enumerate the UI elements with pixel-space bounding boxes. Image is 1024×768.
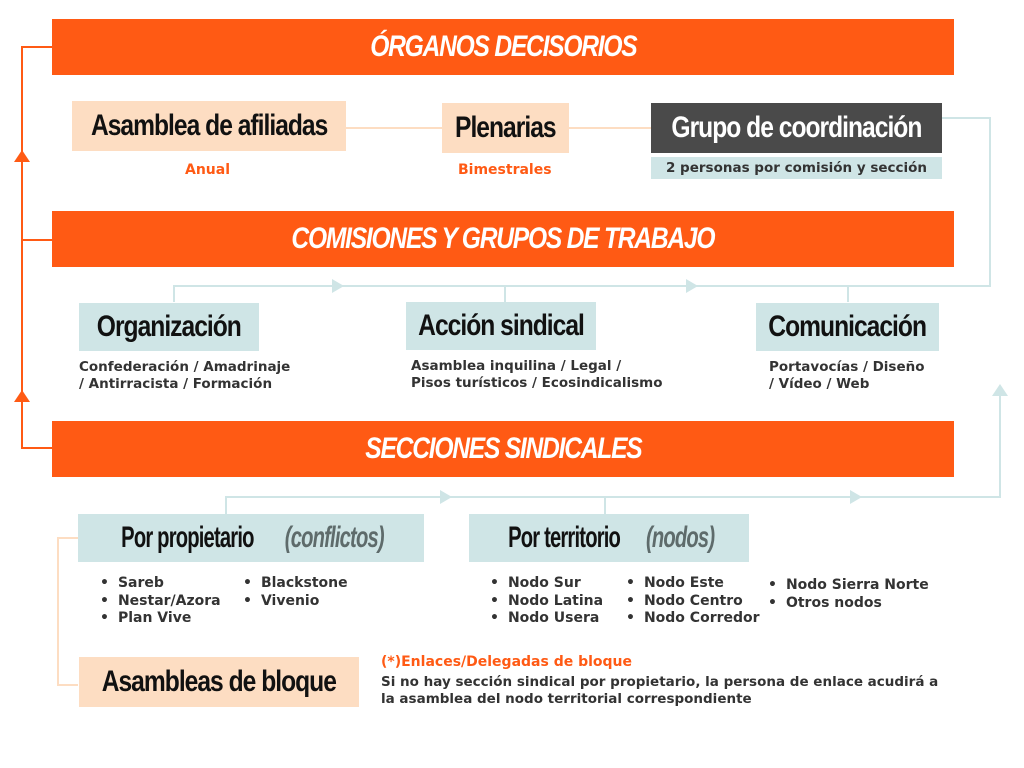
list-item: • Sareb [100, 575, 221, 593]
banner-comisiones-label: COMISIONES Y GRUPOS DE TRABAJO [291, 222, 715, 255]
enlaces-description [381, 674, 938, 708]
list-item: • Vivenio [243, 593, 348, 611]
por-territorio-title [496, 521, 722, 555]
banner-secciones [52, 421, 954, 477]
right-arrow-icon [686, 279, 698, 293]
list-item: • Nestar/Azora [100, 593, 221, 611]
list-item: • Nodo Corredor [626, 610, 760, 628]
list-item: • Blackstone [243, 575, 348, 593]
organizacion-line2: / Antirracista / Formación [79, 376, 273, 392]
por-territorio-label: Por territorio [508, 521, 621, 554]
accion-line1: Asamblea inquilina / Legal / [411, 358, 622, 374]
right-arrow-icon [332, 279, 344, 293]
comunicacion-box [756, 303, 939, 351]
right-arrow-icon [850, 490, 862, 504]
grupo-coordinacion-note [651, 157, 942, 179]
territorio-list-col1 [490, 575, 603, 628]
plenarias-box [442, 103, 569, 153]
asambleas-bloque-label: Asambleas de bloque [101, 665, 337, 698]
comunicacion-line1: Portavocías / Diseño [769, 359, 925, 375]
grupo-coordinacion-box [651, 103, 942, 153]
organizacion-line1: Confederación / Amadrinaje [79, 359, 291, 375]
list-item: • Nodo Este [626, 575, 760, 593]
organizacion-details [79, 359, 290, 393]
enlaces-line2: la asamblea del nodo territorial correspondiente [381, 691, 752, 707]
enlaces-title: (*)Enlaces/Delegadas de bloque [381, 654, 633, 670]
plenarias-frequency: Bimestrales [458, 162, 552, 178]
right-arrow-icon [440, 490, 452, 504]
grupo-coordinacion-note-text: 2 personas por comisión y sección [665, 160, 928, 176]
list-item: • Plan Vive [100, 610, 221, 628]
por-territorio-box [469, 514, 749, 562]
asambleas-bloque-box [79, 657, 359, 707]
accion-sindical-label: Acción sindical [418, 309, 584, 342]
banner-organos-label: ÓRGANOS DECISORIOS [369, 30, 637, 63]
asamblea-frequency: Anual [185, 162, 231, 178]
banner-comisiones [52, 211, 954, 267]
up-arrow-icon [14, 150, 30, 162]
list-item: • Otros nodos [768, 595, 929, 613]
comunicacion-details [769, 359, 924, 393]
accion-line2: Pisos turísticos / Ecosindicalismo [411, 375, 663, 391]
por-propietario-title [107, 521, 395, 555]
list-item: • Nodo Sierra Norte [768, 577, 929, 595]
up-arrow-icon [992, 384, 1008, 396]
orange-feedback-line [22, 47, 52, 448]
banner-secciones-label: SECCIONES SINDICALES [364, 432, 642, 465]
por-propietario-paren: (conflictos) [285, 521, 385, 554]
territorio-list-col2 [626, 575, 760, 628]
enlaces-line1: Si no hay sección sindical por propietario, la persona de enlace acudirá a [381, 674, 939, 690]
accion-sindical-details [411, 358, 662, 392]
comunicacion-label: Comunicación [768, 310, 927, 343]
list-item: • Nodo Latina [490, 593, 603, 611]
comunicacion-line2: / Vídeo / Web [769, 376, 870, 392]
organizacion-box [79, 303, 259, 351]
up-arrow-icon [14, 390, 30, 402]
grupo-coordinacion-label: Grupo de coordinación [671, 111, 922, 144]
list-item: • Nodo Centro [626, 593, 760, 611]
banner-organos-decisorios [52, 19, 954, 75]
asamblea-afiliadas-box [72, 101, 346, 151]
propietario-list-col1 [100, 575, 221, 628]
por-territorio-paren: (nodos) [646, 521, 715, 554]
por-propietario-label: Por propietario [121, 521, 254, 554]
asamblea-afiliadas-label: Asamblea de afiliadas [90, 109, 328, 142]
organizacion-label: Organización [96, 310, 242, 343]
list-item: • Nodo Sur [490, 575, 603, 593]
por-propietario-box [78, 514, 424, 562]
territorio-list-col3 [768, 577, 929, 612]
list-item: • Nodo Usera [490, 610, 603, 628]
propietario-list-col2 [243, 575, 348, 610]
accion-sindical-box [406, 302, 596, 350]
plenarias-label: Plenarias [455, 111, 556, 144]
